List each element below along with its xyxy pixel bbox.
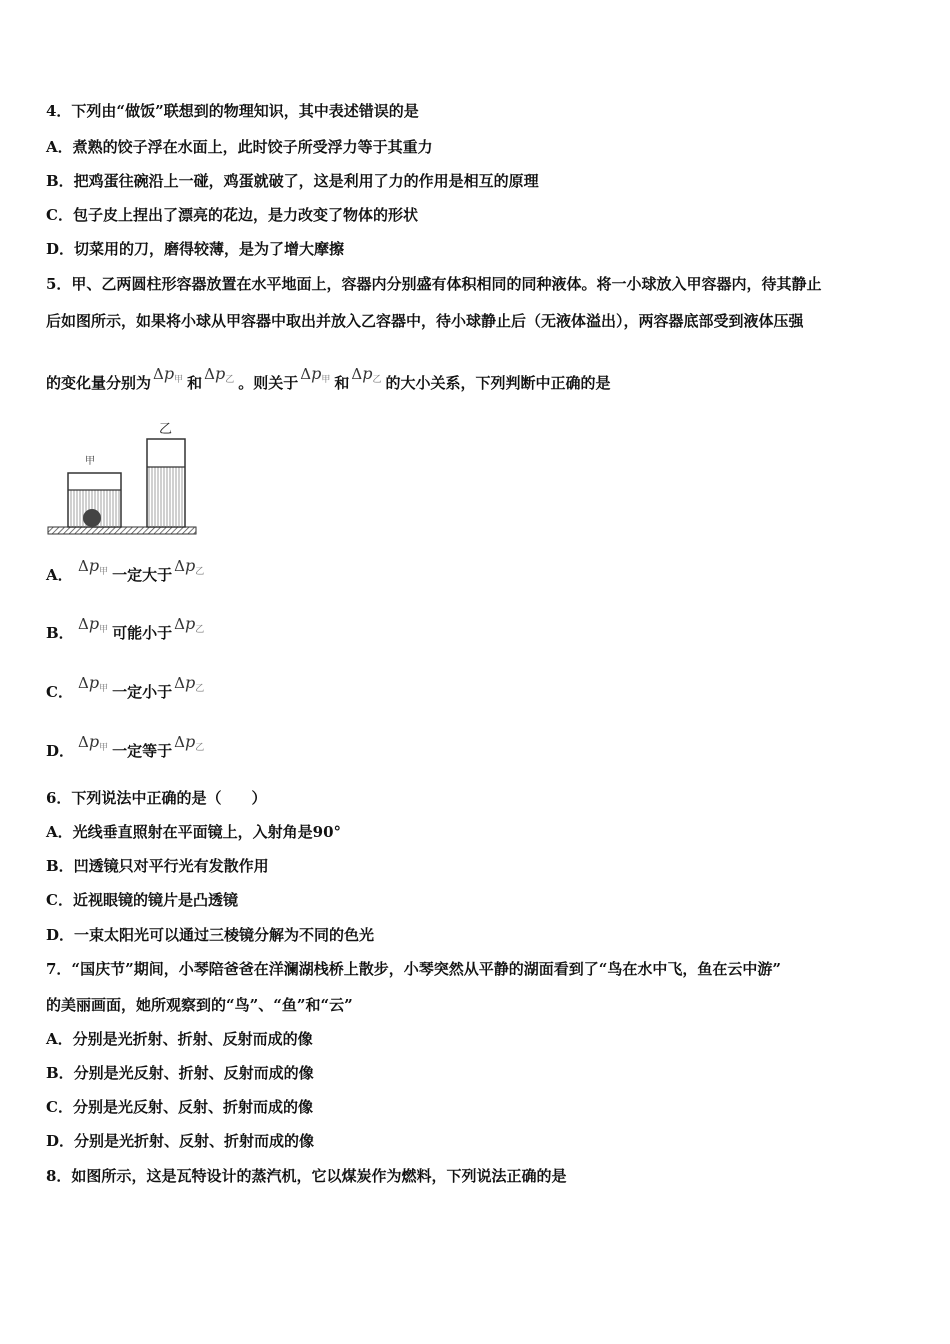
- delta-p-jia: $\Delta p_甲$: [300, 364, 331, 385]
- q5-text-e: 的大小关系，下列判断中正确的是: [385, 374, 611, 392]
- q8-stem: 8．如图所示，这是瓦特设计的蒸汽机，它以煤炭作为燃料，下列说法正确的是: [46, 1167, 567, 1185]
- q4-option-b: B．把鸡蛋往碗沿上一碰，鸡蛋就破了，这是利用了力的作用是相互的原理: [46, 172, 539, 190]
- delta-p-jia: $\Delta p_甲$: [78, 614, 109, 635]
- delta-p-jia: $\Delta p_甲$: [78, 673, 109, 694]
- delta-p-jia: $\Delta p_甲$: [153, 364, 184, 385]
- q5-text-a: 的变化量分别为: [46, 374, 152, 392]
- q5-text-d: 和: [334, 374, 350, 392]
- delta-p-yi: $\Delta p_乙$: [174, 673, 205, 694]
- q6-option-c: C．近视眼镜的镜片是凸透镜: [46, 891, 238, 909]
- q7-stem-line1: 7．“国庆节”期间，小琴陪爸爸在洋澜湖栈桥上散步，小琴突然从平静的湖面看到了“鸟在水中飞，鱼在云中游”: [46, 960, 781, 978]
- q7-stem-line2: 的美丽画面，她所观察到的“鸟”、“鱼”和“云”: [46, 996, 353, 1014]
- delta-p-yi: $\Delta p_乙$: [174, 614, 205, 635]
- ball: [83, 509, 101, 527]
- label-jia: 甲: [85, 456, 95, 467]
- q5-option-b: B． $\Delta p_甲$ 可能小于 $\Delta p_乙$: [46, 614, 205, 642]
- q7-option-a: A．分别是光折射、折射、反射而成的像: [46, 1030, 313, 1048]
- delta-p-yi: $\Delta p_乙$: [351, 364, 382, 385]
- q5-stem-line2: 后如图所示，如果将小球从甲容器中取出并放入乙容器中，待小球静止后（无液体溢出），两容器底部受到液体压强: [46, 312, 804, 330]
- q5-option-c: C． $\Delta p_甲$ 一定小于 $\Delta p_乙$: [46, 673, 205, 701]
- q4-option-d: D．切菜用的刀，磨得较薄，是为了增大摩擦: [46, 240, 345, 258]
- q6-option-b: B．凹透镜只对平行光有发散作用: [46, 857, 269, 875]
- q5-container-figure: [46, 415, 206, 540]
- q6-option-a: A．光线垂直照射在平面镜上，入射角是90°: [46, 823, 342, 841]
- delta-p-yi: $\Delta p_乙$: [204, 364, 235, 385]
- delta-p-jia: $\Delta p_甲$: [78, 732, 109, 753]
- q5-option-a: A． $\Delta p_甲$ 一定大于 $\Delta p_乙$: [46, 556, 205, 584]
- q4-stem: 4．下列由“做饭”联想到的物理知识，其中表述错误的是: [46, 102, 419, 120]
- q7-option-b: B．分别是光反射、折射、反射而成的像: [46, 1064, 314, 1082]
- delta-p-jia: $\Delta p_甲$: [78, 556, 109, 577]
- q4-option-a: A．煮熟的饺子浮在水面上，此时饺子所受浮力等于其重力: [46, 138, 433, 156]
- delta-p-yi: $\Delta p_乙$: [174, 556, 205, 577]
- q5-text-b: 和: [187, 374, 203, 392]
- q7-option-c: C．分别是光反射、反射、折射而成的像: [46, 1098, 313, 1116]
- q5-option-d: D． $\Delta p_甲$ 一定等于 $\Delta p_乙$: [46, 732, 205, 760]
- ground: [48, 527, 196, 534]
- q6-stem: 6．下列说法中正确的是（ ）: [46, 789, 267, 807]
- label-yi: 乙: [159, 422, 173, 437]
- q5-stem-line1: 5．甲、乙两圆柱形容器放置在水平地面上，容器内分别盛有体积相同的同种液体。将一小球放入甲容器内，待其静止: [46, 275, 822, 293]
- delta-p-yi: $\Delta p_乙$: [174, 732, 205, 753]
- q6-option-d: D．一束太阳光可以通过三棱镜分解为不同的色光: [46, 926, 375, 944]
- q7-option-d: D．分别是光折射、反射、折射而成的像: [46, 1132, 315, 1150]
- q5-stem-line3: [46, 364, 611, 396]
- liquid-yi: [148, 467, 184, 527]
- q4-option-c: C．包子皮上捏出了漂亮的花边，是力改变了物体的形状: [46, 206, 418, 224]
- q5-text-c: 。则关于: [238, 374, 299, 392]
